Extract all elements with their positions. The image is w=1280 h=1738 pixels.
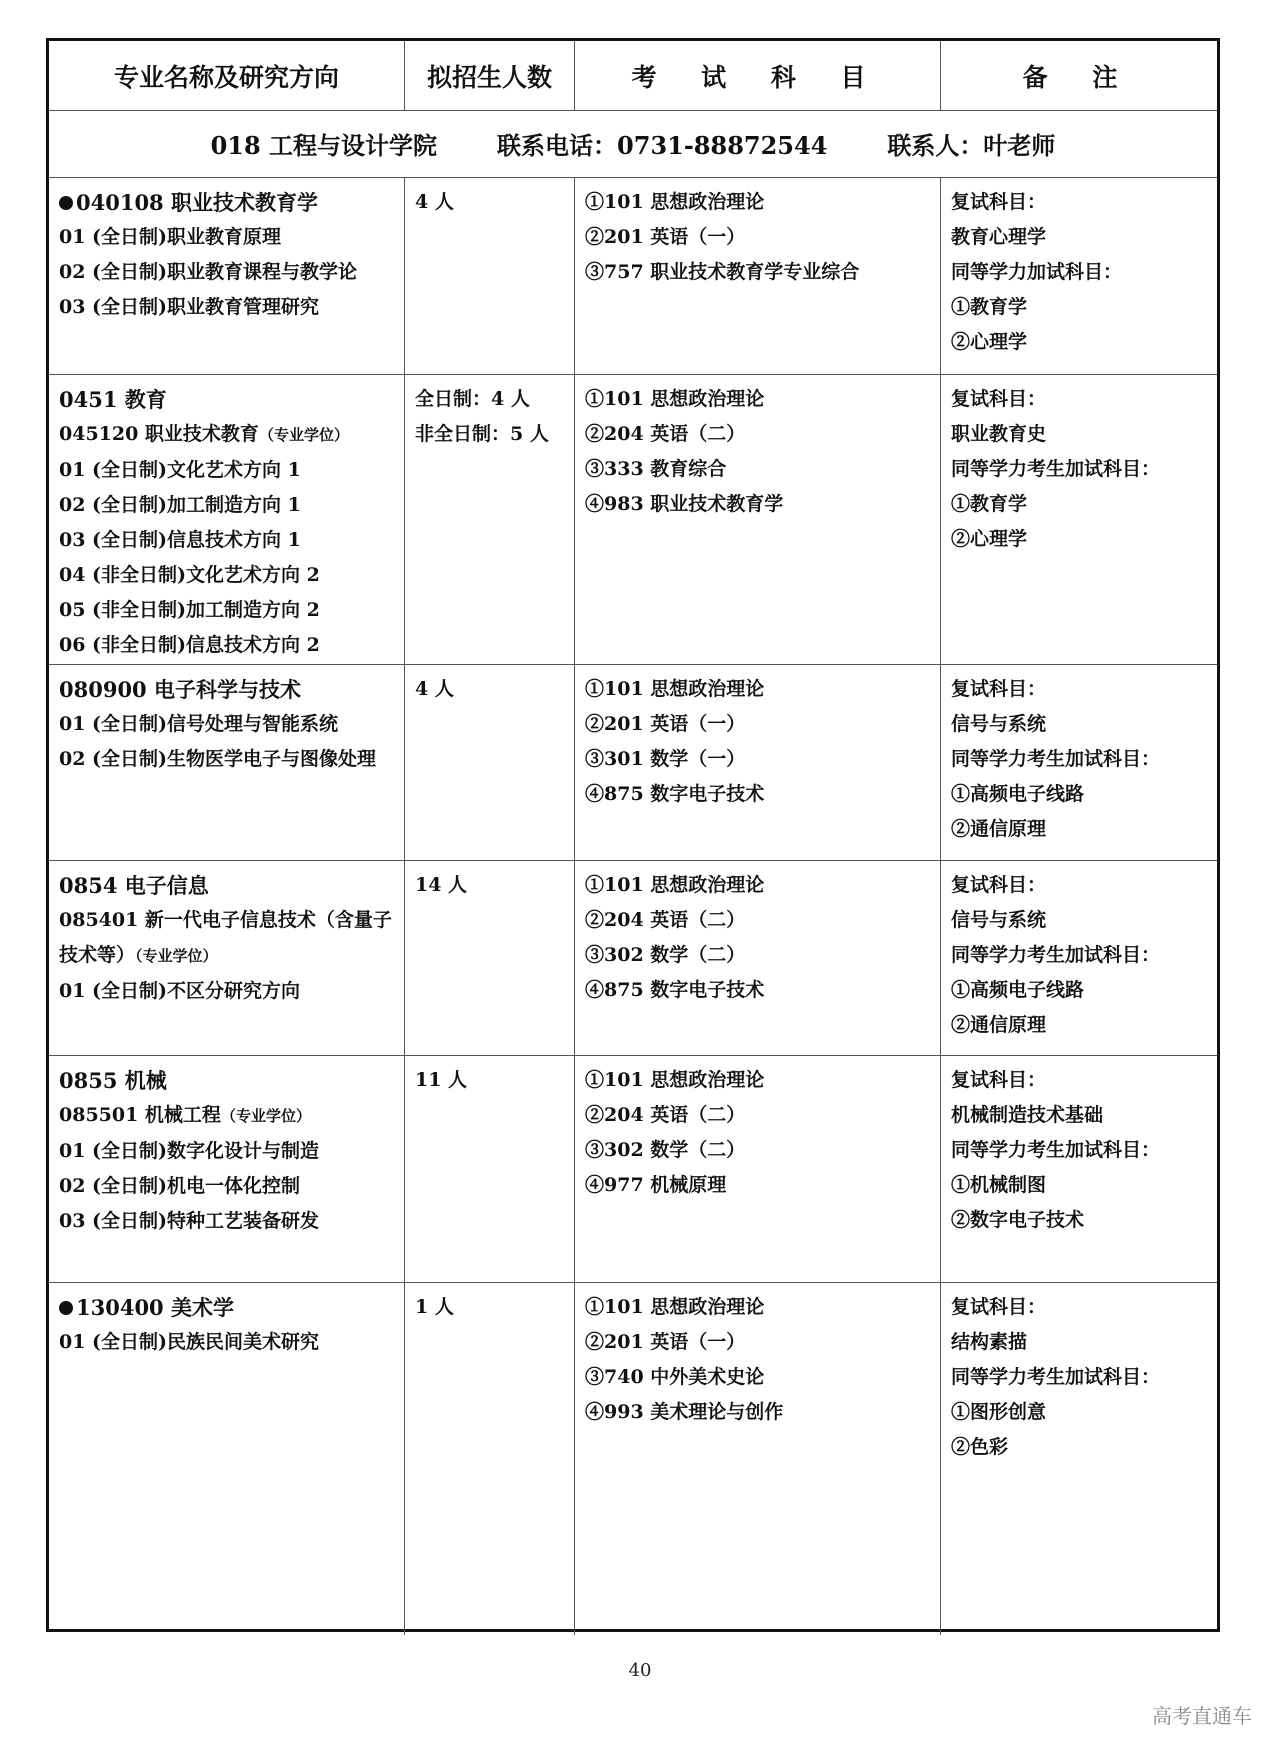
- note-line: 复试科目：: [951, 874, 1047, 896]
- program-title: [59, 1290, 404, 1325]
- research-direction: 02 (全日制)职业教育课程与教学论: [59, 261, 358, 283]
- note-line: ②数字电子技术: [951, 1209, 1085, 1231]
- exam-subject: ③333 教育综合: [585, 458, 727, 480]
- exam-subject: ④875 数字电子技术: [585, 979, 765, 1001]
- program-subcode: [59, 903, 399, 974]
- enrollment-count: 非全日制：5 人: [415, 423, 549, 445]
- note-line: 教育心理学: [951, 226, 1047, 248]
- exam-subject: ③301 数学（一）: [585, 748, 746, 770]
- exam-subject: ④983 职业技术教育学: [585, 493, 784, 515]
- program-title: [59, 185, 404, 220]
- program-title-text: 130400 美术学: [76, 1295, 234, 1320]
- enrollment-cell: [405, 664, 575, 860]
- program-major-cell: [49, 1055, 405, 1282]
- note-line: 复试科目：: [951, 1069, 1047, 1091]
- research-direction: 02 (全日制)机电一体化控制: [59, 1175, 301, 1197]
- note-line: ①教育学: [951, 296, 1028, 318]
- enrollment-count: 11 人: [415, 1069, 468, 1091]
- research-direction: 01 (全日制)民族民间美术研究: [59, 1331, 320, 1353]
- note-line: ①图形创意: [951, 1401, 1047, 1423]
- research-direction: 05 (非全日制)加工制造方向 2: [59, 599, 320, 621]
- program-row: [49, 860, 1217, 1056]
- program-subcode-text: 045120 职业技术教育: [59, 423, 259, 445]
- enrollment-count: 4 人: [415, 678, 454, 700]
- header-notes: 备 注: [1022, 62, 1136, 92]
- note-line: ②通信原理: [951, 818, 1047, 840]
- degree-type-tag: （专业学位）: [220, 1107, 311, 1125]
- program-major-cell: [49, 664, 405, 860]
- exam-subjects-cell: [575, 860, 941, 1055]
- program-title-text: 040108 职业技术教育学: [76, 190, 318, 215]
- program-subcode-text: 085401 新一代电子信息技术（含量子技术等）: [59, 909, 392, 966]
- exam-subject: ②201 英语（一）: [585, 713, 746, 735]
- enrollment-cell: [405, 177, 575, 374]
- program-row: [49, 374, 1217, 665]
- exam-subject: ②204 英语（二）: [585, 909, 746, 931]
- research-direction: 03 (全日制)信息技术方向 1: [59, 529, 301, 551]
- note-line: ②色彩: [951, 1436, 1009, 1458]
- notes-cell: [941, 664, 1217, 860]
- enrollment-cell: [405, 374, 575, 664]
- exam-subject: ④875 数字电子技术: [585, 783, 765, 805]
- program-title-text: 0855 机械: [59, 1068, 167, 1093]
- exam-subject: ①101 思想政治理论: [585, 191, 765, 213]
- enrollment-count: 1 人: [415, 1296, 454, 1318]
- header-exam-subjects: 考 试 科 目: [575, 41, 941, 110]
- program-title-text: 0451 教育: [59, 387, 167, 412]
- program-title: [59, 382, 404, 417]
- college-name: 018 工程与设计学院: [210, 131, 438, 160]
- exam-subject: ②204 英语（二）: [585, 1104, 746, 1126]
- exam-subject: ①101 思想政治理论: [585, 874, 765, 896]
- exam-subject: ④977 机械原理: [585, 1174, 727, 1196]
- notes-cell: [941, 1055, 1217, 1282]
- exam-subject: ③302 数学（二）: [585, 1139, 746, 1161]
- exam-subject: ②201 英语（一）: [585, 226, 746, 248]
- program-subcode: [59, 1098, 399, 1134]
- exam-subject: ④993 美术理论与创作: [585, 1401, 784, 1423]
- note-line: 同等学力考生加试科目：: [951, 1139, 1161, 1161]
- program-row: [49, 177, 1217, 375]
- note-line: 复试科目：: [951, 1296, 1047, 1318]
- header-enrollment: 拟招生人数: [405, 41, 575, 110]
- program-subcode-text: 085501 机械工程: [59, 1104, 221, 1126]
- exam-subjects-cell: [575, 1282, 941, 1635]
- note-line: 同等学力考生加试科目：: [951, 944, 1161, 966]
- college-row: [49, 110, 1217, 178]
- program-title: [59, 672, 404, 707]
- table-header-row: [49, 41, 1217, 111]
- note-line: ①高频电子线路: [951, 783, 1085, 805]
- research-direction: 01 (全日制)不区分研究方向: [59, 980, 301, 1002]
- note-line: ②心理学: [951, 331, 1028, 353]
- enrollment-count: 全日制：4 人: [415, 388, 530, 410]
- note-line: ①教育学: [951, 493, 1028, 515]
- program-row: [49, 664, 1217, 861]
- page-number: 40: [628, 1660, 652, 1681]
- note-line: 结构素描: [951, 1331, 1028, 1353]
- note-line: 职业教育史: [951, 423, 1047, 445]
- note-line: ②心理学: [951, 528, 1028, 550]
- notes-cell: [941, 860, 1217, 1055]
- exam-subject: ①101 思想政治理论: [585, 388, 765, 410]
- note-line: 同等学力考生加试科目：: [951, 748, 1161, 770]
- exam-subject: ①101 思想政治理论: [585, 1069, 765, 1091]
- enrollment-cell: [405, 1055, 575, 1282]
- program-row: [49, 1282, 1217, 1635]
- exam-subjects-cell: [575, 374, 941, 664]
- notes-cell: [941, 177, 1217, 374]
- note-line: ②通信原理: [951, 1014, 1047, 1036]
- program-title-text: 0854 电子信息: [59, 873, 209, 898]
- notes-cell: [941, 1282, 1217, 1635]
- program-row: [49, 1055, 1217, 1283]
- research-direction: 02 (全日制)加工制造方向 1: [59, 494, 301, 516]
- note-line: 信号与系统: [951, 909, 1047, 931]
- program-major-cell: [49, 177, 405, 374]
- exam-subject: ③740 中外美术史论: [585, 1366, 765, 1388]
- college-contact: [49, 110, 1217, 177]
- note-line: 复试科目：: [951, 388, 1047, 410]
- program-title-text: 080900 电子科学与技术: [59, 677, 301, 702]
- degree-type-tag: （专业学位）: [258, 426, 349, 444]
- research-direction: 01 (全日制)信号处理与智能系统: [59, 713, 339, 735]
- exam-subject: ③302 数学（二）: [585, 944, 746, 966]
- research-direction: 02 (全日制)生物医学电子与图像处理: [59, 748, 377, 770]
- program-major-cell: [49, 374, 405, 664]
- exam-subjects-cell: [575, 664, 941, 860]
- exam-subject: ②201 英语（一）: [585, 1331, 746, 1353]
- research-direction: 03 (全日制)特种工艺装备研发: [59, 1210, 320, 1232]
- research-direction: 03 (全日制)职业教育管理研究: [59, 296, 320, 318]
- bullet-icon: [59, 1301, 73, 1315]
- header-major: 专业名称及研究方向: [49, 41, 405, 110]
- program-major-cell: [49, 860, 405, 1055]
- program-major-cell: [49, 1282, 405, 1635]
- college-contact-person: 联系人：叶老师: [887, 131, 1056, 160]
- research-direction: 01 (全日制)文化艺术方向 1: [59, 459, 301, 481]
- program-title: [59, 868, 404, 903]
- research-direction: 04 (非全日制)文化艺术方向 2: [59, 564, 320, 586]
- bullet-icon: [59, 196, 73, 210]
- college-phone: 联系电话：0731-88872544: [497, 131, 828, 160]
- notes-cell: [941, 374, 1217, 664]
- enrollment-count: 14 人: [415, 874, 468, 896]
- research-direction: 01 (全日制)职业教育原理: [59, 226, 282, 248]
- exam-subject: ②204 英语（二）: [585, 423, 746, 445]
- note-line: 复试科目：: [951, 191, 1047, 213]
- watermark: 高考直通车: [1152, 1704, 1252, 1728]
- note-line: 同等学力考生加试科目：: [951, 1366, 1161, 1388]
- enrollment-cell: [405, 860, 575, 1055]
- exam-subjects-cell: [575, 1055, 941, 1282]
- enrollment-count: 4 人: [415, 191, 454, 213]
- note-line: ①机械制图: [951, 1174, 1047, 1196]
- research-direction: 01 (全日制)数字化设计与制造: [59, 1140, 320, 1162]
- program-subcode: [59, 417, 399, 453]
- exam-subject: ③757 职业技术教育学专业综合: [585, 261, 860, 283]
- exam-subjects-cell: [575, 177, 941, 374]
- admissions-table: [46, 38, 1220, 1632]
- degree-type-tag: （专业学位）: [135, 947, 218, 965]
- exam-subject: ①101 思想政治理论: [585, 1296, 765, 1318]
- note-line: 同等学力考生加试科目：: [951, 458, 1161, 480]
- note-line: ①高频电子线路: [951, 979, 1085, 1001]
- enrollment-cell: [405, 1282, 575, 1635]
- note-line: 机械制造技术基础: [951, 1104, 1104, 1126]
- note-line: 同等学力加试科目：: [951, 261, 1123, 283]
- note-line: 复试科目：: [951, 678, 1047, 700]
- exam-subject: ①101 思想政治理论: [585, 678, 765, 700]
- program-title: [59, 1063, 404, 1098]
- research-direction: 06 (非全日制)信息技术方向 2: [59, 634, 320, 656]
- note-line: 信号与系统: [951, 713, 1047, 735]
